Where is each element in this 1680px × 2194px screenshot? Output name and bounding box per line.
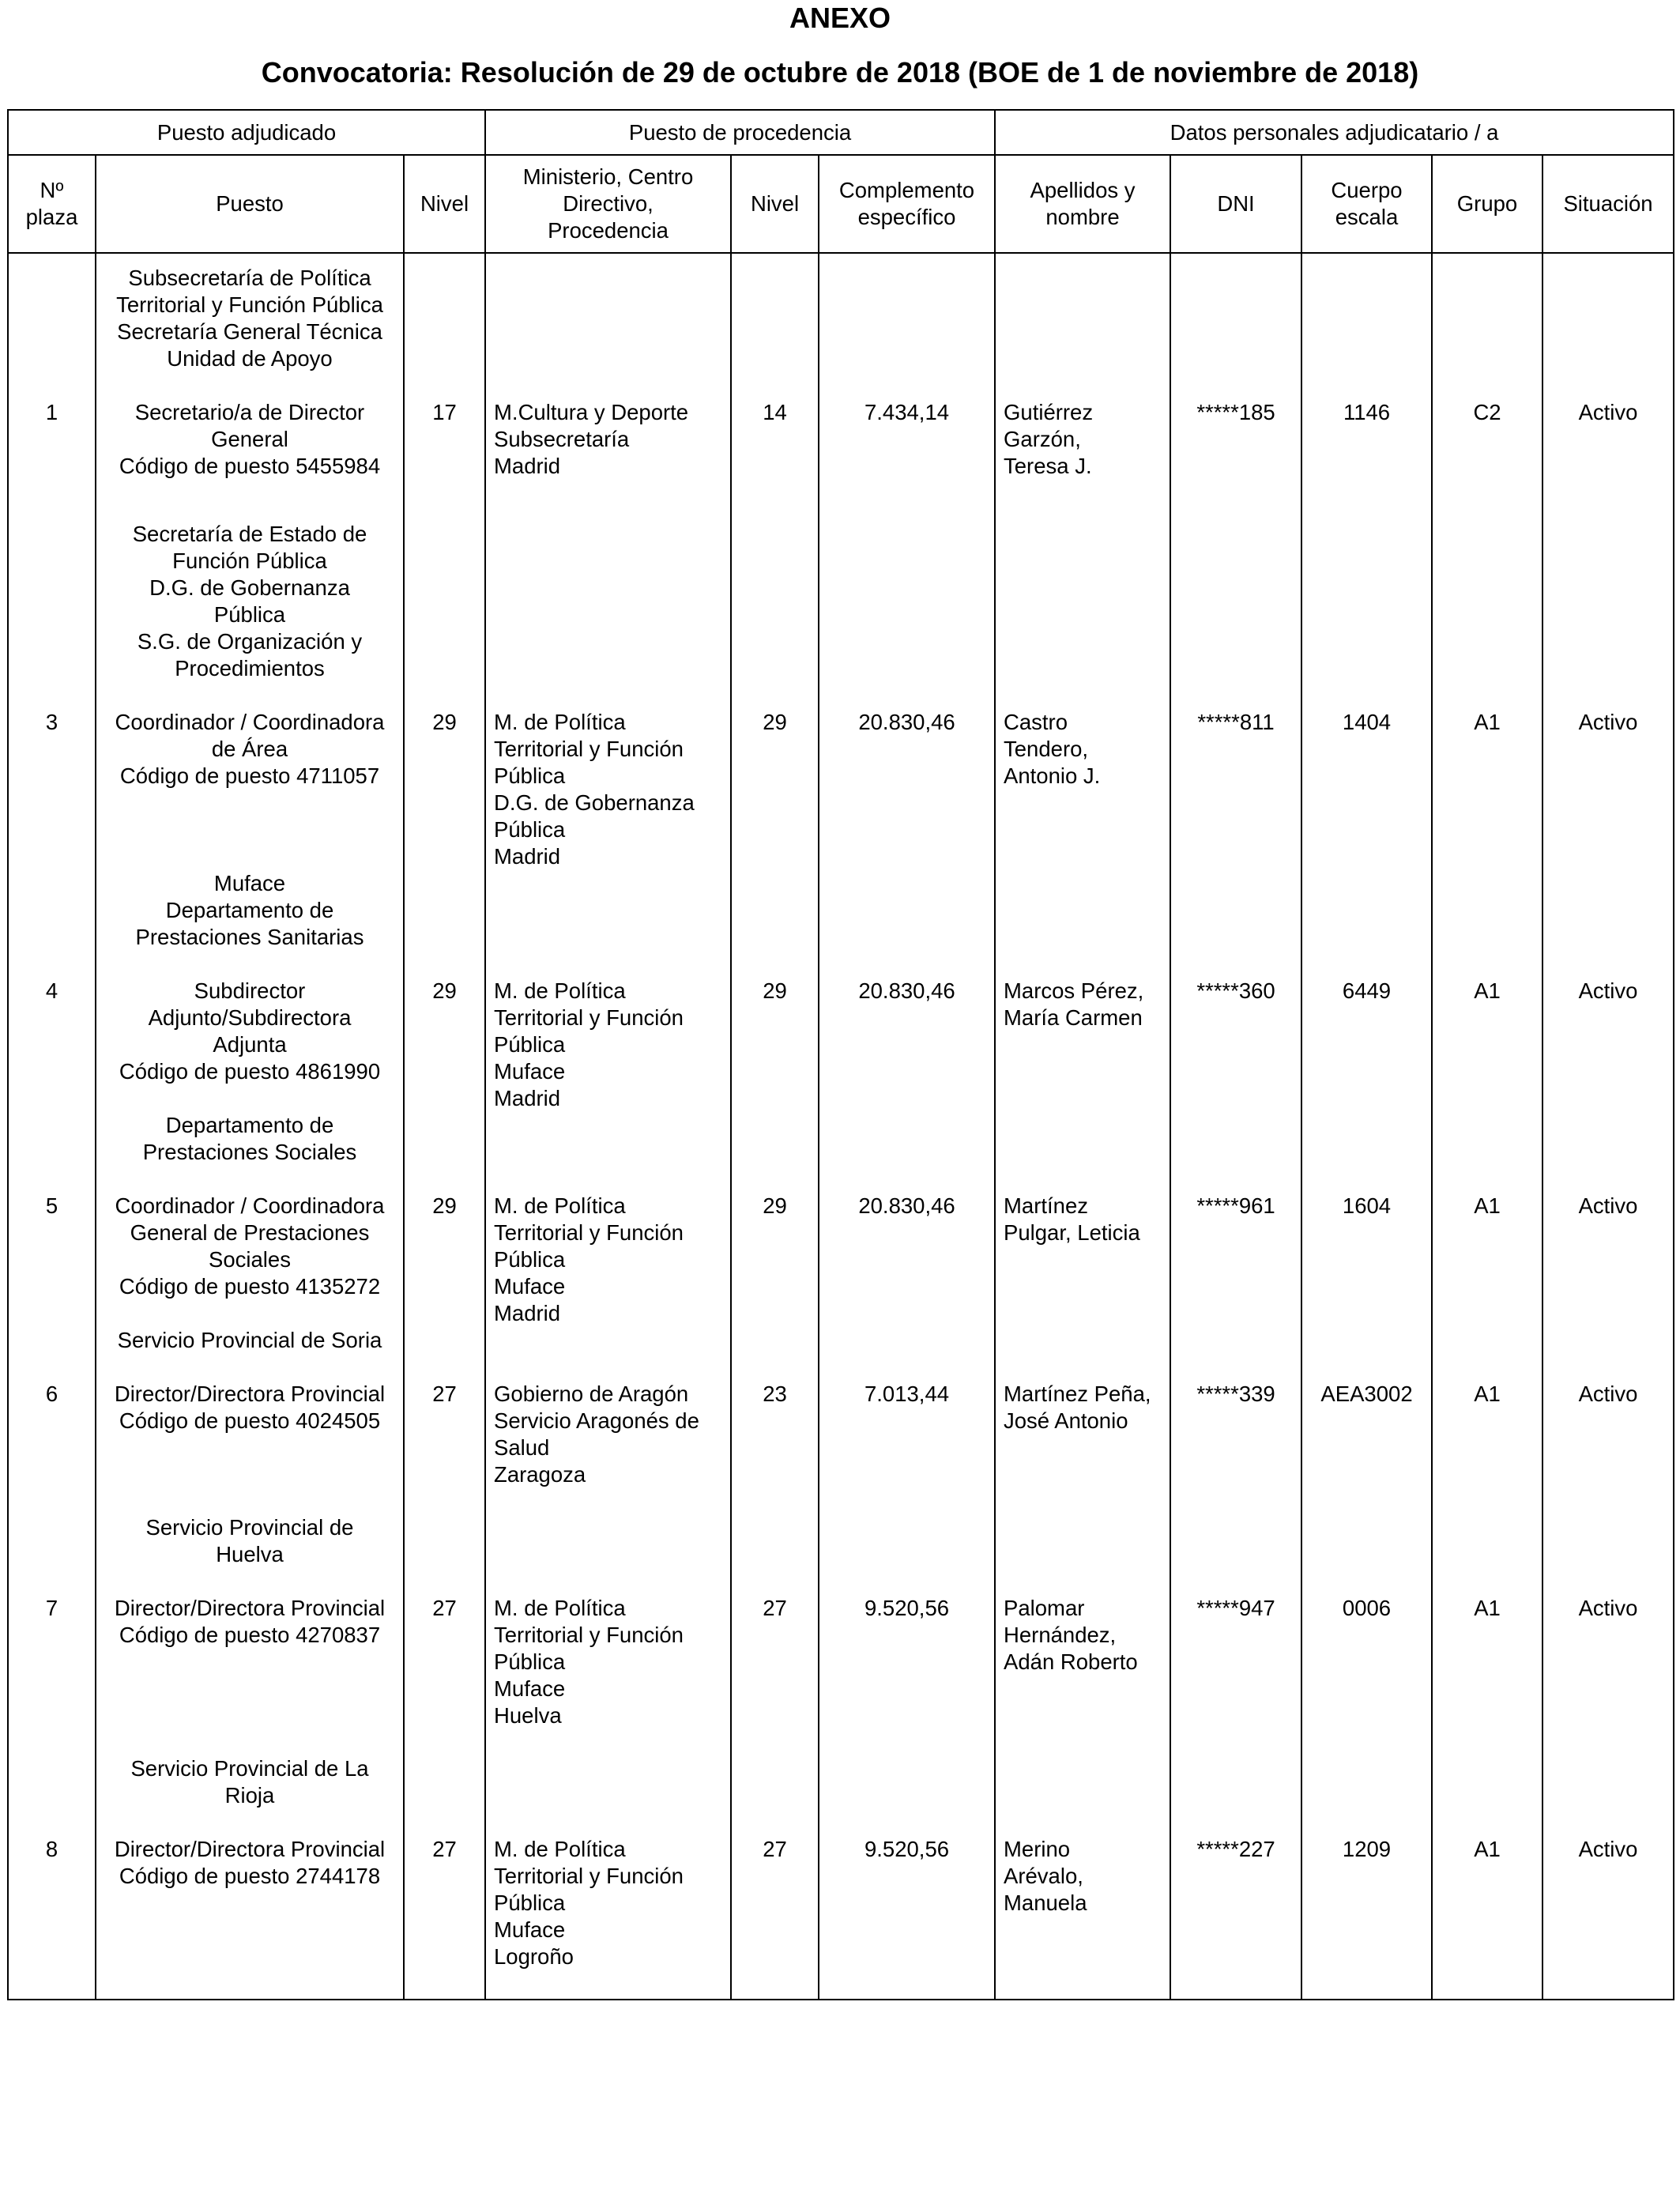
cell-nivel <box>404 521 485 870</box>
puesto-text: Director/Directora Provincial Código de puesto 4270837 <box>114 1596 386 1647</box>
cell-puesto <box>96 1327 404 1514</box>
cell-dni <box>1170 1514 1301 1755</box>
situacion-value: Activo <box>1578 710 1638 734</box>
cell-nombre <box>995 1327 1170 1514</box>
cell-nivel-procedencia <box>731 253 819 521</box>
cuerpo-value: 1209 <box>1342 1837 1392 1861</box>
situacion-value: Activo <box>1578 1382 1638 1406</box>
cell-plaza <box>8 521 96 870</box>
cell-procedencia <box>485 1327 731 1514</box>
cell-puesto <box>96 1514 404 1755</box>
cell-complemento <box>819 1112 995 1327</box>
cell-nombre <box>995 1755 1170 2000</box>
plaza-number: 4 <box>45 978 58 1003</box>
apellidos-nombre-text: Martínez Pulgar, Leticia <box>1004 1193 1140 1245</box>
plaza-number: 5 <box>45 1193 58 1218</box>
col-header-grupo: Grupo <box>1432 155 1543 253</box>
cell-nivel <box>404 1327 485 1514</box>
cell-plaza <box>8 1514 96 1755</box>
cell-plaza <box>8 1112 96 1327</box>
cuerpo-value: 1146 <box>1343 400 1391 424</box>
nivel-procedencia-value: 29 <box>763 1193 787 1218</box>
puesto-text: Secretario/a de Director General Código de puesto 5455984 <box>119 400 381 478</box>
cell-nivel <box>404 1755 485 2000</box>
cell-situacion <box>1543 1514 1674 1755</box>
cell-situacion <box>1543 870 1674 1112</box>
organo-text: Servicio Provincial de Huelva <box>145 1515 354 1566</box>
grupo-value: A1 <box>1474 1193 1501 1218</box>
nivel-value: 29 <box>432 710 457 734</box>
complemento-value: 7.013,44 <box>864 1382 950 1406</box>
cell-grupo <box>1432 1514 1543 1755</box>
cell-cuerpo <box>1301 1514 1432 1755</box>
col-header-apellidos: Apellidos y nombre <box>995 155 1170 253</box>
apellidos-nombre-text: Gutiérrez Garzón, Teresa J. <box>1004 400 1094 478</box>
cuerpo-value: 6449 <box>1342 978 1392 1003</box>
puesto-text: Director/Directora Provincial Código de puesto 4024505 <box>114 1382 386 1433</box>
cell-nombre <box>995 1112 1170 1327</box>
cell-situacion <box>1543 1112 1674 1327</box>
apellidos-nombre-text: Palomar Hernández, Adán Roberto <box>1004 1596 1138 1674</box>
situacion-value: Activo <box>1578 1596 1638 1620</box>
puesto-text: Coordinador / Coordinadora de Área Código de puesto 4711057 <box>115 710 385 788</box>
cell-puesto <box>96 1112 404 1327</box>
complemento-value: 20.830,46 <box>858 710 955 734</box>
col-header-ministerio: Ministerio, Centro Directivo, Procedencia <box>485 155 731 253</box>
cell-dni <box>1170 1327 1301 1514</box>
organo-text: Servicio Provincial de Soria <box>117 1328 382 1352</box>
cell-cuerpo <box>1301 521 1432 870</box>
cell-nivel <box>404 1514 485 1755</box>
cell-cuerpo <box>1301 1112 1432 1327</box>
group-header-puesto-procedencia: Puesto de procedencia <box>485 110 995 155</box>
group-header-puesto-adjudicado: Puesto adjudicado <box>8 110 485 155</box>
apellidos-nombre-text: Marcos Pérez, María Carmen <box>1004 978 1144 1030</box>
organo-text: Departamento de Prestaciones Sociales <box>142 1113 357 1164</box>
col-header-situacion: Situación <box>1543 155 1674 253</box>
col-header-nivel-procedencia: Nivel <box>731 155 819 253</box>
cell-nivel <box>404 870 485 1112</box>
grupo-value: A1 <box>1474 1596 1501 1620</box>
table-row <box>8 1327 1674 1514</box>
cell-procedencia <box>485 521 731 870</box>
cell-situacion <box>1543 521 1674 870</box>
cell-puesto <box>96 521 404 870</box>
nivel-procedencia-value: 27 <box>763 1596 787 1620</box>
complemento-value: 9.520,56 <box>864 1596 950 1620</box>
cell-dni <box>1170 521 1301 870</box>
cell-grupo <box>1432 253 1543 521</box>
apellidos-nombre-text: Merino Arévalo, Manuela <box>1004 1837 1087 1915</box>
col-header-complemento: Complemento específico <box>819 155 995 253</box>
nivel-procedencia-value: 14 <box>763 400 787 424</box>
situacion-value: Activo <box>1578 1193 1638 1218</box>
nivel-procedencia-value: 27 <box>763 1837 787 1861</box>
cell-dni <box>1170 1112 1301 1327</box>
cell-nombre <box>995 521 1170 870</box>
nivel-procedencia-value: 29 <box>763 978 787 1003</box>
nivel-value: 27 <box>432 1596 457 1620</box>
grupo-value: A1 <box>1474 1837 1501 1861</box>
cell-nivel-procedencia <box>731 1327 819 1514</box>
nivel-procedencia-value: 29 <box>763 710 787 734</box>
apellidos-nombre-text: Castro Tendero, Antonio J. <box>1004 710 1101 788</box>
group-header-row <box>8 110 1674 155</box>
cell-nivel-procedencia <box>731 1755 819 2000</box>
cell-cuerpo <box>1301 1755 1432 2000</box>
situacion-value: Activo <box>1578 400 1638 424</box>
dni-value: *****227 <box>1196 1837 1275 1861</box>
cell-procedencia <box>485 1514 731 1755</box>
convocatoria-subtitle: Convocatoria: Resolución de 29 de octubre de 2018 (BOE de 1 de noviembre de 2018) <box>261 56 1419 89</box>
cell-grupo <box>1432 1112 1543 1327</box>
nivel-value: 29 <box>432 978 457 1003</box>
cell-grupo <box>1432 870 1543 1112</box>
grupo-value: C2 <box>1473 400 1501 424</box>
cell-nivel-procedencia <box>731 1514 819 1755</box>
cell-procedencia <box>485 253 731 521</box>
situacion-value: Activo <box>1578 1837 1638 1861</box>
complemento-value: 20.830,46 <box>858 1193 955 1218</box>
cell-plaza <box>8 253 96 521</box>
cell-situacion <box>1543 1327 1674 1514</box>
plaza-number: 8 <box>45 1837 58 1861</box>
cell-procedencia <box>485 1755 731 2000</box>
cell-plaza <box>8 1755 96 2000</box>
procedencia-text: M.Cultura y Deporte Subsecretaría Madrid <box>494 400 689 478</box>
table-row <box>8 1514 1674 1755</box>
nivel-value: 27 <box>432 1382 457 1406</box>
procedencia-text: M. de Política Territorial y Función Pública Muface Logroño <box>494 1837 684 1969</box>
cell-nivel-procedencia <box>731 521 819 870</box>
cell-puesto <box>96 870 404 1112</box>
complemento-value: 7.434,14 <box>864 400 950 424</box>
cuerpo-value: AEA3002 <box>1320 1382 1413 1406</box>
cell-complemento <box>819 870 995 1112</box>
col-header-cuerpo: Cuerpo escala <box>1301 155 1432 253</box>
adjudication-table <box>7 109 1674 2000</box>
cell-nombre <box>995 870 1170 1112</box>
cell-nivel-procedencia <box>731 1112 819 1327</box>
dni-value: *****339 <box>1196 1382 1275 1406</box>
nivel-value: 17 <box>432 400 457 424</box>
cell-procedencia <box>485 1112 731 1327</box>
dni-value: *****360 <box>1196 978 1275 1003</box>
dni-value: *****961 <box>1196 1193 1275 1218</box>
cell-cuerpo <box>1301 870 1432 1112</box>
table-row <box>8 1112 1674 1327</box>
table-row <box>8 1755 1674 2000</box>
col-header-puesto: Puesto <box>96 155 404 253</box>
organo-text: Subsecretaría de Política Territorial y Función Pública Secretaría General Técnica Unidad de Apoyo <box>116 266 383 371</box>
organo-text: Secretaría de Estado de Función Pública D.G. de Gobernanza Pública S.G. de Organización y Procedimientos <box>132 522 367 680</box>
cell-grupo <box>1432 521 1543 870</box>
cell-plaza <box>8 1327 96 1514</box>
table-row <box>8 253 1674 521</box>
cell-cuerpo <box>1301 1327 1432 1514</box>
grupo-value: A1 <box>1474 978 1501 1003</box>
cell-complemento <box>819 253 995 521</box>
cell-complemento <box>819 521 995 870</box>
cell-nivel <box>404 253 485 521</box>
cell-nivel-procedencia <box>731 870 819 1112</box>
complemento-value: 9.520,56 <box>864 1837 950 1861</box>
dni-value: *****947 <box>1196 1596 1275 1620</box>
plaza-number: 6 <box>45 1382 58 1406</box>
procedencia-text: M. de Política Territorial y Función Pública D.G. de Gobernanza Pública Madrid <box>494 710 695 869</box>
cell-grupo <box>1432 1755 1543 2000</box>
cuerpo-value: 1404 <box>1342 710 1392 734</box>
cell-situacion <box>1543 253 1674 521</box>
nivel-value: 29 <box>432 1193 457 1218</box>
cell-grupo <box>1432 1327 1543 1514</box>
cell-plaza <box>8 870 96 1112</box>
organo-text: Servicio Provincial de La Rioja <box>130 1756 369 1808</box>
procedencia-text: M. de Política Territorial y Función Pública Muface Madrid <box>494 1193 684 1325</box>
dni-value: *****185 <box>1196 400 1275 424</box>
document-title: ANEXO <box>789 2 891 34</box>
cuerpo-value: 1604 <box>1342 1193 1392 1218</box>
apellidos-nombre-text: Martínez Peña, José Antonio <box>1004 1382 1151 1433</box>
cell-nivel <box>404 1112 485 1327</box>
cell-nombre <box>995 253 1170 521</box>
dni-value: *****811 <box>1197 710 1275 734</box>
cell-dni <box>1170 870 1301 1112</box>
organo-text: Muface Departamento de Prestaciones Sanitarias <box>135 871 364 949</box>
cell-situacion <box>1543 1755 1674 2000</box>
procedencia-text: M. de Política Territorial y Función Pública Muface Huelva <box>494 1596 684 1728</box>
cuerpo-value: 0006 <box>1342 1596 1392 1620</box>
table-row <box>8 870 1674 1112</box>
cell-complemento <box>819 1755 995 2000</box>
group-header-datos-personales: Datos personales adjudicatario / a <box>995 110 1674 155</box>
puesto-text: Coordinador / Coordinadora General de Prestaciones Sociales Código de puesto 4135272 <box>115 1193 385 1299</box>
cell-complemento <box>819 1327 995 1514</box>
puesto-text: Director/Directora Provincial Código de puesto 2744178 <box>114 1837 386 1888</box>
plaza-number: 1 <box>45 400 58 424</box>
col-header-dni: DNI <box>1170 155 1301 253</box>
nivel-value: 27 <box>432 1837 457 1861</box>
table-row <box>8 521 1674 870</box>
col-header-nivel: Nivel <box>404 155 485 253</box>
cell-nombre <box>995 1514 1170 1755</box>
grupo-value: A1 <box>1474 1382 1501 1406</box>
situacion-value: Activo <box>1578 978 1638 1003</box>
cell-puesto <box>96 1755 404 2000</box>
cell-puesto <box>96 253 404 521</box>
cell-cuerpo <box>1301 253 1432 521</box>
plaza-number: 7 <box>45 1596 58 1620</box>
plaza-number: 3 <box>45 710 58 734</box>
puesto-text: Subdirector Adjunto/Subdirectora Adjunta Código de puesto 4861990 <box>119 978 381 1084</box>
cell-dni <box>1170 1755 1301 2000</box>
procedencia-text: M. de Política Territorial y Función Pública Muface Madrid <box>494 978 684 1110</box>
complemento-value: 20.830,46 <box>858 978 955 1003</box>
col-header-plaza: Nº plaza <box>8 155 96 253</box>
grupo-value: A1 <box>1474 710 1501 734</box>
cell-procedencia <box>485 870 731 1112</box>
procedencia-text: Gobierno de Aragón Servicio Aragonés de Salud Zaragoza <box>494 1382 699 1487</box>
column-header-row <box>8 155 1674 253</box>
cell-complemento <box>819 1514 995 1755</box>
cell-dni <box>1170 253 1301 521</box>
nivel-procedencia-value: 23 <box>763 1382 787 1406</box>
